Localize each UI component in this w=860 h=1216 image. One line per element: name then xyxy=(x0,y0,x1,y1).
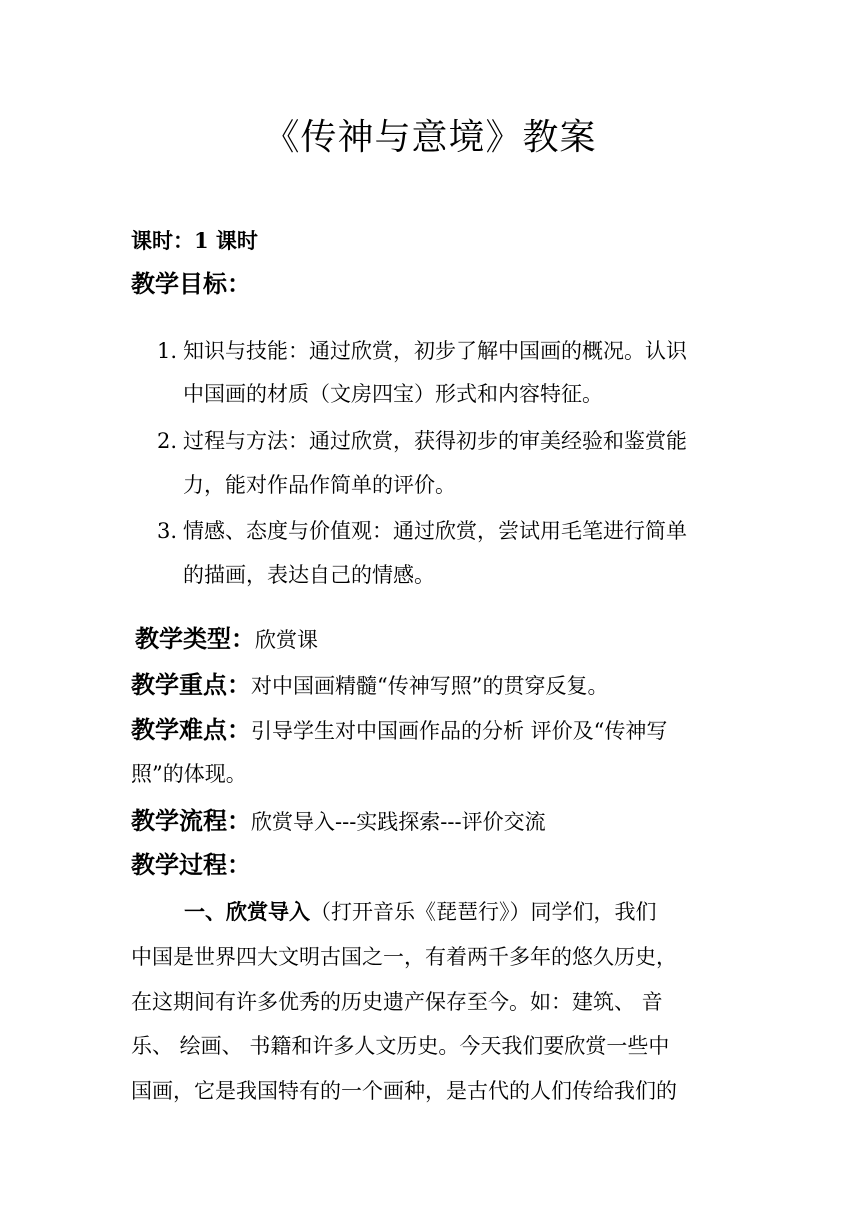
difficulty-row xyxy=(131,715,667,746)
class-hours-value: 1 课时 xyxy=(194,228,258,253)
process-section-heading: 一、欣赏导入 xyxy=(184,900,310,924)
flow-label: 教学流程： xyxy=(131,807,251,835)
objectives-heading xyxy=(131,269,251,300)
objective-number: 2. xyxy=(157,429,178,453)
difficulty-label: 教学难点： xyxy=(131,716,251,744)
difficulty-value: 引导学生对中国画作品的分析 评价及“传神写 xyxy=(251,719,668,743)
class-hours-label: 课时： xyxy=(131,229,194,253)
process-paragraph-line: 在这期间有许多优秀的历史遗产保存至今。如：建筑、 音 xyxy=(131,990,663,1014)
type-label: 教学类型： xyxy=(135,625,255,653)
process-heading xyxy=(131,850,251,881)
process-label: 教学过程： xyxy=(131,851,251,879)
objective-text-line: 中国画的材质（文房四宝）形式和内容特征。 xyxy=(183,382,603,406)
focus-value: 对中国画精髓“传神写照”的贯穿反复。 xyxy=(251,674,609,698)
objective-text-line: 过程与方法：通过欣赏，获得初步的审美经验和鉴赏能 xyxy=(183,429,687,453)
objective-text-line: 情感、态度与价值观：通过欣赏，尝试用毛笔进行简单 xyxy=(183,519,687,543)
class-hours-row xyxy=(131,226,258,256)
process-paragraph-line xyxy=(184,897,657,927)
process-paragraph-line: 中国是世界四大文明古国之一，有着两千多年的悠久历史， xyxy=(131,945,677,969)
process-paragraph-line: 乐、 绘画、 书籍和许多人文历史。今天我们要欣赏一些中 xyxy=(131,1034,670,1058)
objective-number: 1. xyxy=(157,339,178,363)
objective-text-line: 的描画，表达自己的情感。 xyxy=(183,563,435,587)
type-row xyxy=(135,624,318,655)
objective-text-line: 力，能对作品作简单的评价。 xyxy=(183,473,456,497)
focus-row xyxy=(131,670,608,701)
difficulty-value-continued: 照”的体现。 xyxy=(131,762,247,786)
process-paragraph-line: 国画，它是我国特有的一个画种，是古代的人们传给我们的 xyxy=(131,1079,677,1103)
document-title: 《传神与意境》教案 xyxy=(263,117,597,158)
difficulty-row-continued xyxy=(131,759,247,789)
type-value: 欣赏课 xyxy=(255,628,318,652)
flow-row xyxy=(131,806,546,837)
objectives-label: 教学目标： xyxy=(131,270,251,298)
objective-text-line: 知识与技能：通过欣赏，初步了解中国画的概况。认识 xyxy=(183,339,687,363)
focus-label: 教学重点： xyxy=(131,671,251,699)
flow-value: 欣赏导入---实践探索---评价交流 xyxy=(251,810,546,834)
objective-number: 3. xyxy=(157,519,178,543)
process-text: （打开音乐《琵琶行》）同学们，我们 xyxy=(310,900,657,924)
